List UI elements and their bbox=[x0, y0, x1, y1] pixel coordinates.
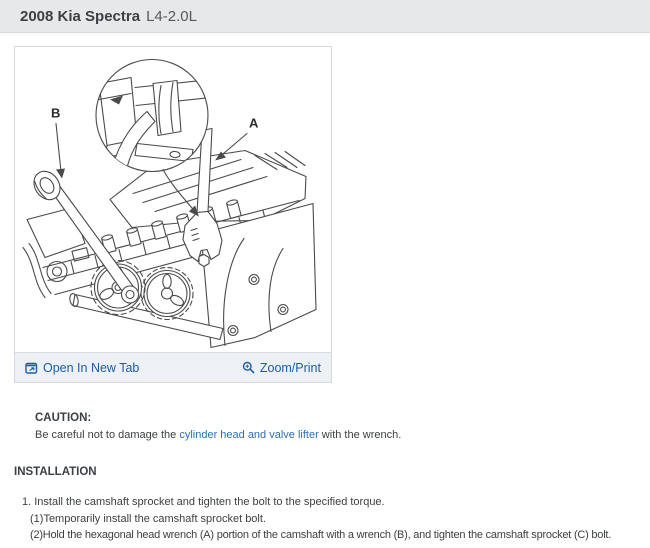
label-b: B bbox=[51, 105, 61, 121]
caution-block bbox=[35, 410, 650, 444]
zoom-print-link[interactable] bbox=[242, 361, 321, 375]
vehicle-engine: L4-2.0L bbox=[146, 7, 197, 25]
magnifier-icon bbox=[242, 361, 255, 374]
zoom-print-label: Zoom/Print bbox=[259, 360, 321, 375]
figure-toolbar bbox=[15, 352, 331, 382]
open-in-new-tab-label: Open In New Tab bbox=[43, 360, 140, 375]
external-link-icon bbox=[25, 361, 38, 374]
figure-card bbox=[14, 46, 332, 383]
inset-detail-circle bbox=[96, 60, 214, 217]
installation-steps bbox=[0, 494, 650, 544]
vehicle-title: 2008 Kia Spectra bbox=[20, 7, 141, 25]
vehicle-header bbox=[0, 0, 650, 33]
engine-diagram bbox=[15, 47, 331, 352]
camshaft-wrench-diagram bbox=[15, 47, 331, 352]
caution-text bbox=[35, 427, 650, 444]
caution-text-after: with the wrench. bbox=[318, 429, 402, 441]
step-1-sub-2: (2)Hold the hexagonal head wrench (A) portion of the camshaft with a wrench (B), and tighten the camshaft sprocket (C) bolt. bbox=[30, 529, 612, 541]
label-a: A bbox=[249, 115, 259, 131]
caution-text-before: Be careful not to damage the bbox=[35, 429, 180, 441]
installation-heading: INSTALLATION bbox=[14, 466, 97, 478]
step-1: 1. Install the camshaft sprocket and tighten the bolt to the specified torque. bbox=[22, 496, 385, 508]
open-in-new-tab-link[interactable] bbox=[25, 361, 139, 375]
step-1-sub-1: (1)Temporarily install the camshaft sprocket bolt. bbox=[30, 512, 266, 525]
caution-heading: CAUTION: bbox=[35, 412, 92, 424]
cylinder-head-valve-lifter-link[interactable]: cylinder head and valve lifter bbox=[179, 429, 319, 441]
